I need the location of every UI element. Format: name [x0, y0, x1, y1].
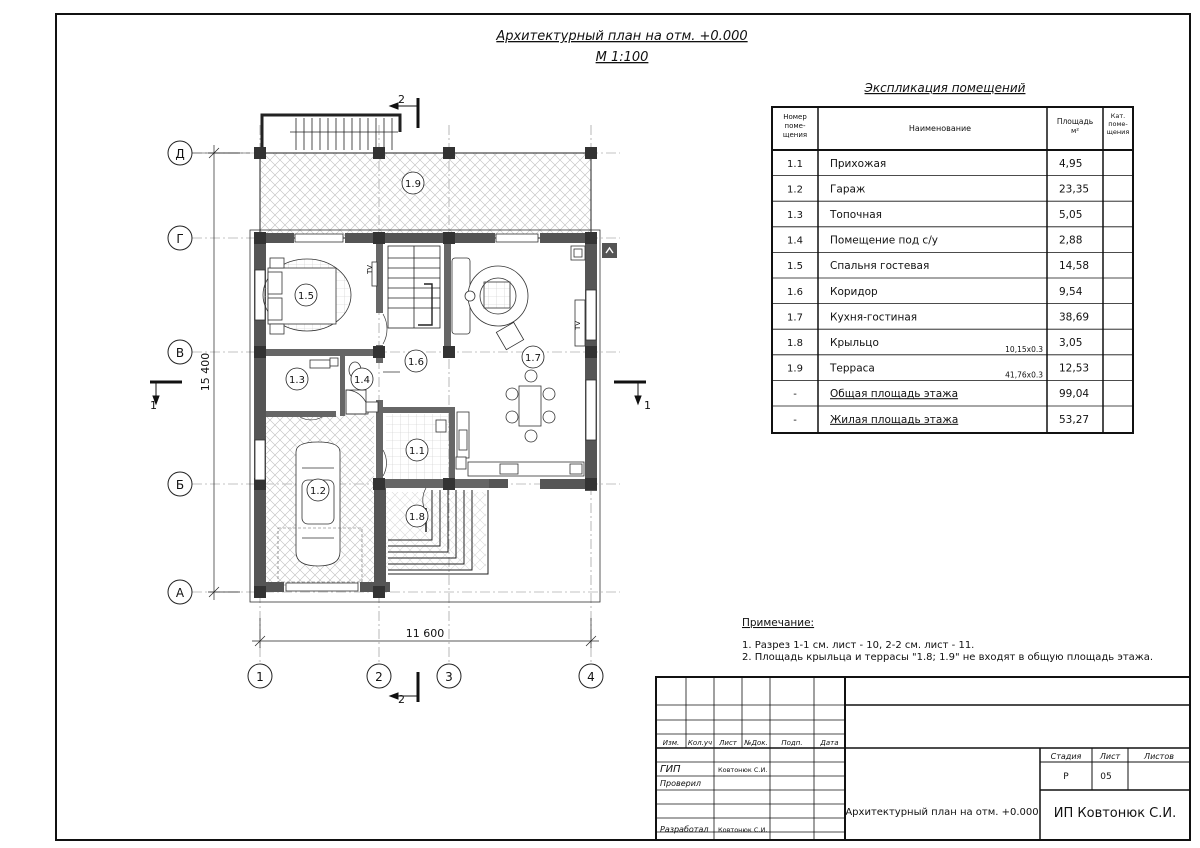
exp-row-name: Спальня гостевая — [830, 260, 930, 273]
exp-row-note: 41,76х0.3 — [1005, 370, 1043, 380]
tv-label-living: TV — [574, 320, 582, 330]
axis-label-a: А — [175, 586, 185, 600]
room-label-1-6: 1.6 — [408, 357, 424, 368]
exp-row-area: 5,05 — [1059, 209, 1083, 221]
axis-label-d: Д — [175, 147, 185, 161]
exp-row-name: Общая площадь этажа — [830, 388, 959, 401]
explication-table — [772, 81, 1133, 433]
notes — [742, 617, 1153, 663]
hdr-cat-3: щения — [1106, 128, 1130, 136]
axis-label-2: 2 — [375, 670, 383, 684]
hdr-num-3: щения — [782, 131, 808, 139]
exp-row-name: Гараж — [830, 183, 866, 196]
sheets-header: Листов — [1144, 752, 1174, 761]
dim-horizontal: 11 600 — [405, 627, 445, 640]
axis-label-g: Г — [176, 232, 184, 246]
hdr-num-2: поме- — [784, 122, 806, 130]
room-label-1-7: 1.7 — [525, 353, 541, 364]
exp-row-num: 1.7 — [787, 312, 803, 324]
exp-row-name: Топочная — [830, 209, 882, 221]
sheet-frame — [56, 14, 1190, 840]
section-2-bottom: 2 — [398, 693, 405, 706]
stamp-person: Ковтонюк С.И. — [718, 826, 768, 834]
exp-row-area: 23,35 — [1059, 183, 1090, 196]
exp-row-num: 1.8 — [787, 338, 803, 349]
room-label-1-5: 1.5 — [298, 291, 314, 302]
stamp-col-header: Дата — [820, 739, 839, 747]
axis-label-b: Б — [175, 478, 185, 492]
exp-row-num: 1.2 — [787, 184, 803, 196]
room-label-1-2: 1.2 — [310, 486, 326, 497]
exp-row-num: 1.5 — [787, 261, 803, 273]
exp-row-name: Прихожая — [830, 157, 887, 170]
room-label-1-3: 1.3 — [289, 375, 305, 386]
exp-row-area: 53,27 — [1059, 413, 1090, 426]
axis-label-3: 3 — [445, 670, 453, 684]
exp-row-area: 2,88 — [1059, 234, 1083, 247]
section-2-top: 2 — [398, 93, 405, 106]
stamp-role: Проверил — [660, 779, 702, 788]
exp-row-num: 1.3 — [787, 210, 803, 221]
expand-marker-icon[interactable] — [602, 243, 617, 258]
stamp-col-header: Изм. — [662, 739, 680, 747]
exp-row-area: 99,04 — [1059, 388, 1090, 401]
exp-row-num: 1.9 — [787, 363, 803, 375]
hdr-num-1: Номер — [783, 113, 807, 121]
room-label-1-8: 1.8 — [409, 512, 425, 523]
stamp-col-header: Лист — [719, 739, 737, 747]
exp-row-area: 4,95 — [1059, 157, 1083, 170]
axis-label-v: В — [175, 346, 185, 360]
stamp-col-header: №Док. — [744, 739, 768, 747]
stamp-person: Ковтонюк С.И. — [718, 766, 768, 774]
hdr-cat-2: поме- — [1108, 120, 1128, 128]
exp-row-name: Жилая площадь этажа — [830, 413, 959, 426]
exp-row-num: 1.4 — [787, 235, 803, 247]
hdr-cat-1: Кат. — [1110, 112, 1126, 120]
hdr-area-2: м² — [1070, 127, 1080, 135]
notes-line-2: 2. Площадь крыльца и террасы "1.8; 1.9" не входят в общую площадь этажа. — [742, 652, 1154, 663]
stamp-col-header: Кол.уч — [687, 739, 713, 747]
sheet-value: 05 — [1100, 772, 1112, 782]
room-label-1-9: 1.9 — [405, 179, 421, 190]
exp-row-num: - — [793, 389, 797, 401]
notes-heading: Примечание: — [742, 617, 815, 629]
notes-line-1: 1. Разрез 1-1 см. лист - 10, 2-2 см. лист - 11. — [742, 640, 975, 651]
hdr-name: Наименование — [908, 124, 972, 133]
exp-row-name: Коридор — [830, 285, 878, 298]
exp-row-name: Терраса — [830, 362, 875, 375]
dim-vertical: 15 400 — [199, 352, 212, 392]
room-label-1-4: 1.4 — [354, 375, 370, 386]
stage-value: Р — [1063, 772, 1069, 782]
tv-label-bedroom: TV — [366, 264, 374, 274]
stamp-role: Разработал — [660, 825, 709, 834]
exp-row-area: 3,05 — [1059, 337, 1083, 349]
exp-row-name: Крыльцо — [830, 337, 879, 349]
exp-row-name: Кухня-гостиная — [830, 311, 918, 324]
sheet-header: Лист — [1099, 752, 1121, 761]
exp-row-name: Помещение под с/у — [830, 234, 938, 247]
exp-row-note: 10,15х0.3 — [1005, 344, 1043, 354]
stage-header: Стадия — [1050, 752, 1082, 761]
explication-title: Экспликация помещений — [864, 81, 1026, 95]
section-1-right: 1 — [644, 399, 651, 412]
stamp-doc-title: Архитектурный план на отм. +0.000 — [845, 807, 1039, 818]
stamp-col-header: Подп. — [781, 739, 803, 747]
grid-axis-cols — [248, 664, 603, 688]
exp-row-num: 1.1 — [787, 158, 803, 170]
exp-row-area: 12,53 — [1059, 362, 1090, 375]
drawing-scale: М 1:100 — [595, 50, 649, 65]
room-label-1-1: 1.1 — [409, 446, 425, 457]
exp-row-area: 9,54 — [1059, 285, 1083, 298]
axis-label-4: 4 — [587, 670, 595, 684]
section-1-left: 1 — [150, 399, 157, 412]
title-block — [656, 677, 1190, 840]
hdr-area-1: Площадь — [1056, 117, 1094, 126]
exp-row-area: 14,58 — [1059, 260, 1090, 273]
floor-plan — [150, 93, 651, 706]
exp-row-num: - — [793, 414, 797, 426]
exp-row-area: 38,69 — [1059, 311, 1090, 324]
stamp-company: ИП Ковтонюк С.И. — [1053, 806, 1177, 821]
exp-row-num: 1.6 — [787, 286, 803, 298]
drawing-title: Архитектурный план на отм. +0.000 — [496, 29, 748, 44]
stamp-role: ГИП — [660, 764, 681, 775]
axis-label-1: 1 — [256, 670, 264, 684]
